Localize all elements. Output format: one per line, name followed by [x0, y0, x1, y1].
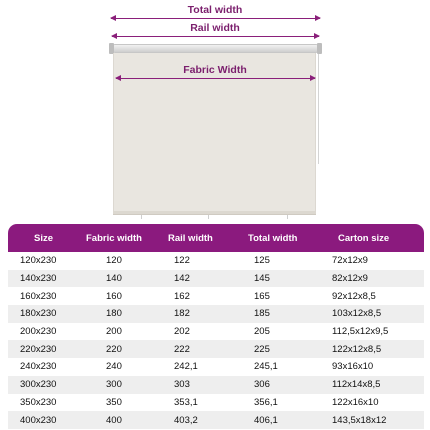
cell-carton-size: 92x12x8,5: [332, 290, 376, 302]
cell-rail-width: 122: [174, 255, 190, 267]
cell-total-width: 356,1: [254, 396, 278, 408]
cell-fabric-width: 240: [106, 361, 122, 373]
cell-size: 220x230: [20, 343, 57, 355]
total-width-label: Total width: [187, 4, 243, 16]
cell-total-width: 225: [254, 343, 270, 355]
cell-total-width: 165: [254, 290, 270, 302]
cell-size: 240x230: [20, 361, 57, 373]
bottom-tick: [208, 215, 209, 219]
header-rail-width: Rail width: [168, 232, 213, 244]
rail-width-arrow: [112, 36, 319, 37]
cell-rail-width: 403,2: [174, 414, 198, 426]
cell-fabric-width: 400: [106, 414, 122, 426]
blind-bottom-bar: [113, 211, 316, 215]
total-width-arrow: [111, 18, 320, 19]
cell-rail-width: 202: [174, 326, 190, 338]
cell-size: 350x230: [20, 396, 57, 408]
cell-size: 400x230: [20, 414, 57, 426]
cell-fabric-width: 140: [106, 273, 122, 285]
table-row: [8, 305, 424, 323]
table-row: [8, 411, 424, 429]
cell-fabric-width: 350: [106, 396, 122, 408]
bottom-tick: [287, 215, 288, 219]
table-row: [8, 323, 424, 341]
cell-carton-size: 122x16x10: [332, 396, 379, 408]
cell-size: 300x230: [20, 379, 57, 391]
size-table: [8, 224, 424, 429]
cell-size: 200x230: [20, 326, 57, 338]
rail-width-label: Rail width: [190, 22, 240, 34]
cell-carton-size: 112,5x12x9,5: [332, 326, 389, 338]
cell-carton-size: 82x12x9: [332, 273, 368, 285]
table-row: [8, 394, 424, 412]
fabric-width-arrow: [116, 78, 315, 79]
table-row: [8, 376, 424, 394]
cell-size: 140x230: [20, 273, 57, 285]
fabric-width-label: Fabric Width: [183, 64, 247, 76]
cell-carton-size: 93x16x10: [332, 361, 374, 373]
cell-rail-width: 222: [174, 343, 190, 355]
cell-rail-width: 242,1: [174, 361, 198, 373]
cell-rail-width: 182: [174, 308, 190, 320]
header-fabric-width: Fabric width: [86, 232, 142, 244]
table-row: [8, 358, 424, 376]
table-row: [8, 252, 424, 270]
cell-total-width: 145: [254, 273, 270, 285]
cell-size: 160x230: [20, 290, 57, 302]
bottom-tick: [141, 215, 142, 219]
cell-total-width: 245,1: [254, 361, 278, 373]
header-carton-size: Carton size: [338, 232, 390, 244]
cell-total-width: 125: [254, 255, 270, 267]
cell-carton-size: 122x12x8,5: [332, 343, 382, 355]
cell-total-width: 306: [254, 379, 270, 391]
cell-carton-size: 103x12x8,5: [332, 308, 382, 320]
blind-rail: [112, 44, 319, 53]
cell-rail-width: 142: [174, 273, 190, 285]
header-total-width: Total width: [248, 232, 298, 244]
table-row: [8, 340, 424, 358]
table-row: [8, 287, 424, 305]
cell-total-width: 205: [254, 326, 270, 338]
blind-cord: [318, 54, 319, 164]
cell-fabric-width: 220: [106, 343, 122, 355]
table-row: [8, 270, 424, 288]
header-size: Size: [34, 232, 54, 244]
cell-fabric-width: 180: [106, 308, 122, 320]
cell-fabric-width: 200: [106, 326, 122, 338]
cell-rail-width: 353,1: [174, 396, 198, 408]
cell-fabric-width: 300: [106, 379, 122, 391]
cell-carton-size: 112x14x8,5: [332, 379, 381, 391]
cell-carton-size: 72x12x9: [332, 255, 368, 267]
cell-carton-size: 143,5x18x12: [332, 414, 387, 426]
cell-rail-width: 303: [174, 379, 190, 391]
table-header-row: [8, 224, 424, 252]
cell-size: 180x230: [20, 308, 57, 320]
cell-size: 120x230: [20, 255, 57, 267]
cell-total-width: 406,1: [254, 414, 278, 426]
cell-total-width: 185: [254, 308, 270, 320]
cell-fabric-width: 160: [106, 290, 122, 302]
blind-fabric: [113, 53, 316, 213]
cell-rail-width: 162: [174, 290, 190, 302]
rail-cap-right: [317, 43, 322, 54]
cell-fabric-width: 120: [106, 255, 122, 267]
